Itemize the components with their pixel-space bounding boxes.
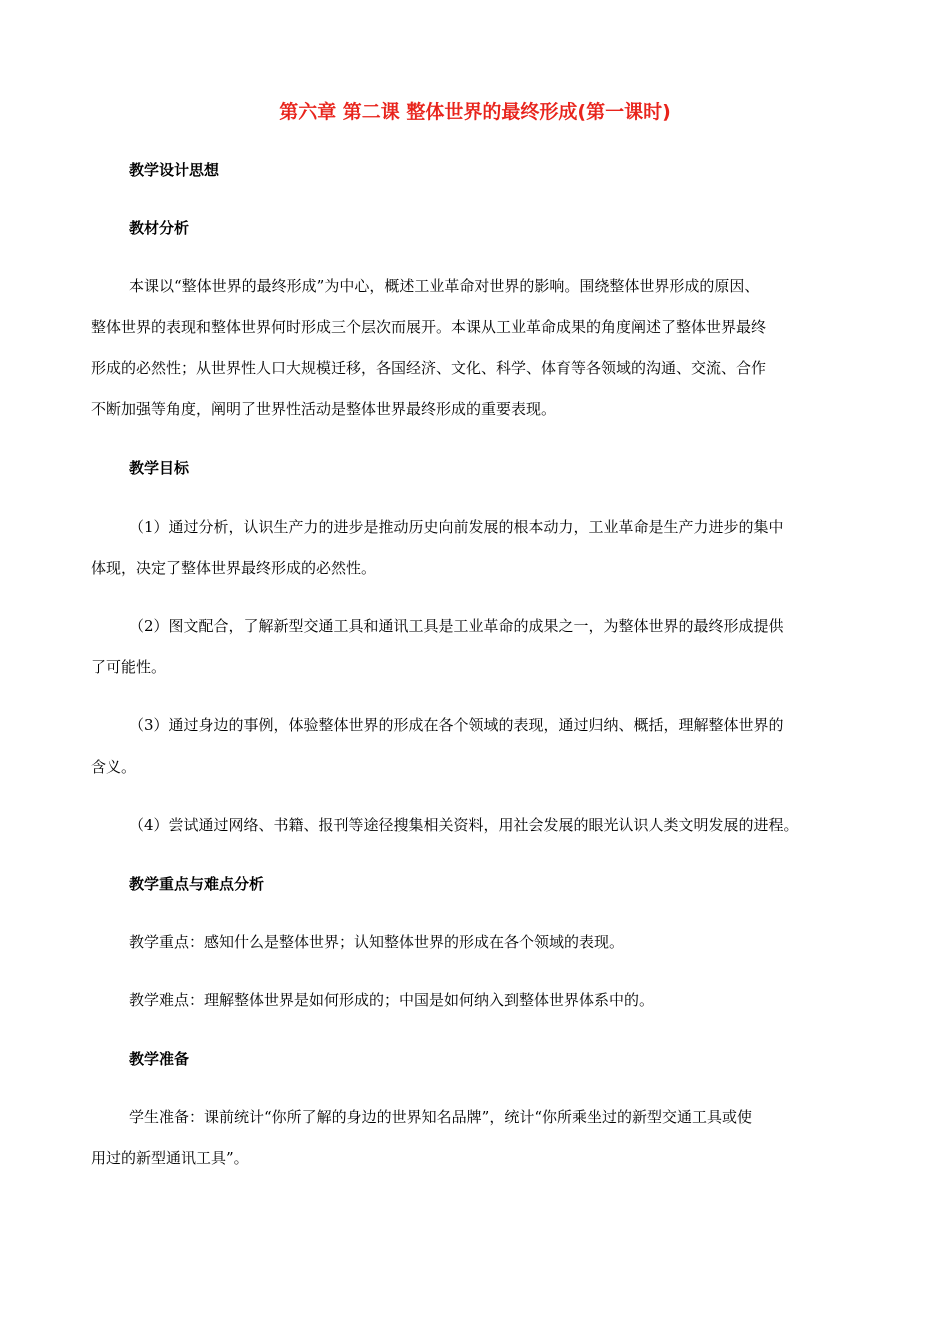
material-paragraph-line: 不断加强等角度，阐明了世界性活动是整体世界最终形成的重要表现。 bbox=[91, 400, 557, 418]
material-paragraph-line: 本课以“整体世界的最终形成”为中心，概述工业革命对世界的影响。围绕整体世界形成的原因、 bbox=[129, 277, 760, 295]
preparation-line: 学生准备：课前统计“你所了解的身边的世界知名品牌”，统计“你所乘坐过的新型交通工具或使 bbox=[129, 1108, 753, 1126]
heading-objectives: 教学目标 bbox=[129, 459, 190, 477]
difficulty-text: 教学难点：理解整体世界是如何形成的；中国是如何纳入到整体世界体系中的。 bbox=[129, 991, 655, 1009]
objective-line: （4）尝试通过网络、书籍、报刊等途径搜集相关资料，用社会发展的眼光认识人类文明发展的进程。 bbox=[129, 816, 799, 834]
objective-line: （1）通过分析，认识生产力的进步是推动历史向前发展的根本动力，工业革命是生产力进步的集中 bbox=[129, 518, 784, 536]
objective-line: 了可能性。 bbox=[91, 658, 167, 676]
heading-key-points: 教学重点与难点分析 bbox=[129, 875, 265, 893]
material-paragraph-line: 形成的必然性；从世界性人口大规模迁移，各国经济、文化、科学、体育等各领域的沟通、交流、合作 bbox=[91, 359, 767, 377]
heading-preparation: 教学准备 bbox=[129, 1050, 190, 1068]
document-title: 第六章 第二课 整体世界的最终形成(第一课时) bbox=[279, 101, 671, 123]
objective-line: 含义。 bbox=[91, 758, 137, 776]
preparation-line: 用过的新型通讯工具”。 bbox=[91, 1149, 249, 1167]
objective-line: （3）通过身边的事例，体验整体世界的形成在各个领域的表现，通过归纳、概括，理解整体世界的 bbox=[129, 716, 784, 734]
heading-material-analysis: 教材分析 bbox=[129, 219, 190, 237]
heading-design-idea: 教学设计思想 bbox=[129, 161, 220, 179]
objective-line: 体现，决定了整体世界最终形成的必然性。 bbox=[91, 559, 377, 577]
objective-line: （2）图文配合，了解新型交通工具和通讯工具是工业革命的成果之一，为整体世界的最终形成提供 bbox=[129, 617, 784, 635]
key-point-text: 教学重点：感知什么是整体世界；认知整体世界的形成在各个领域的表现。 bbox=[129, 933, 625, 951]
material-paragraph-line: 整体世界的表现和整体世界何时形成三个层次而展开。本课从工业革命成果的角度阐述了整体世界最终 bbox=[91, 318, 767, 336]
